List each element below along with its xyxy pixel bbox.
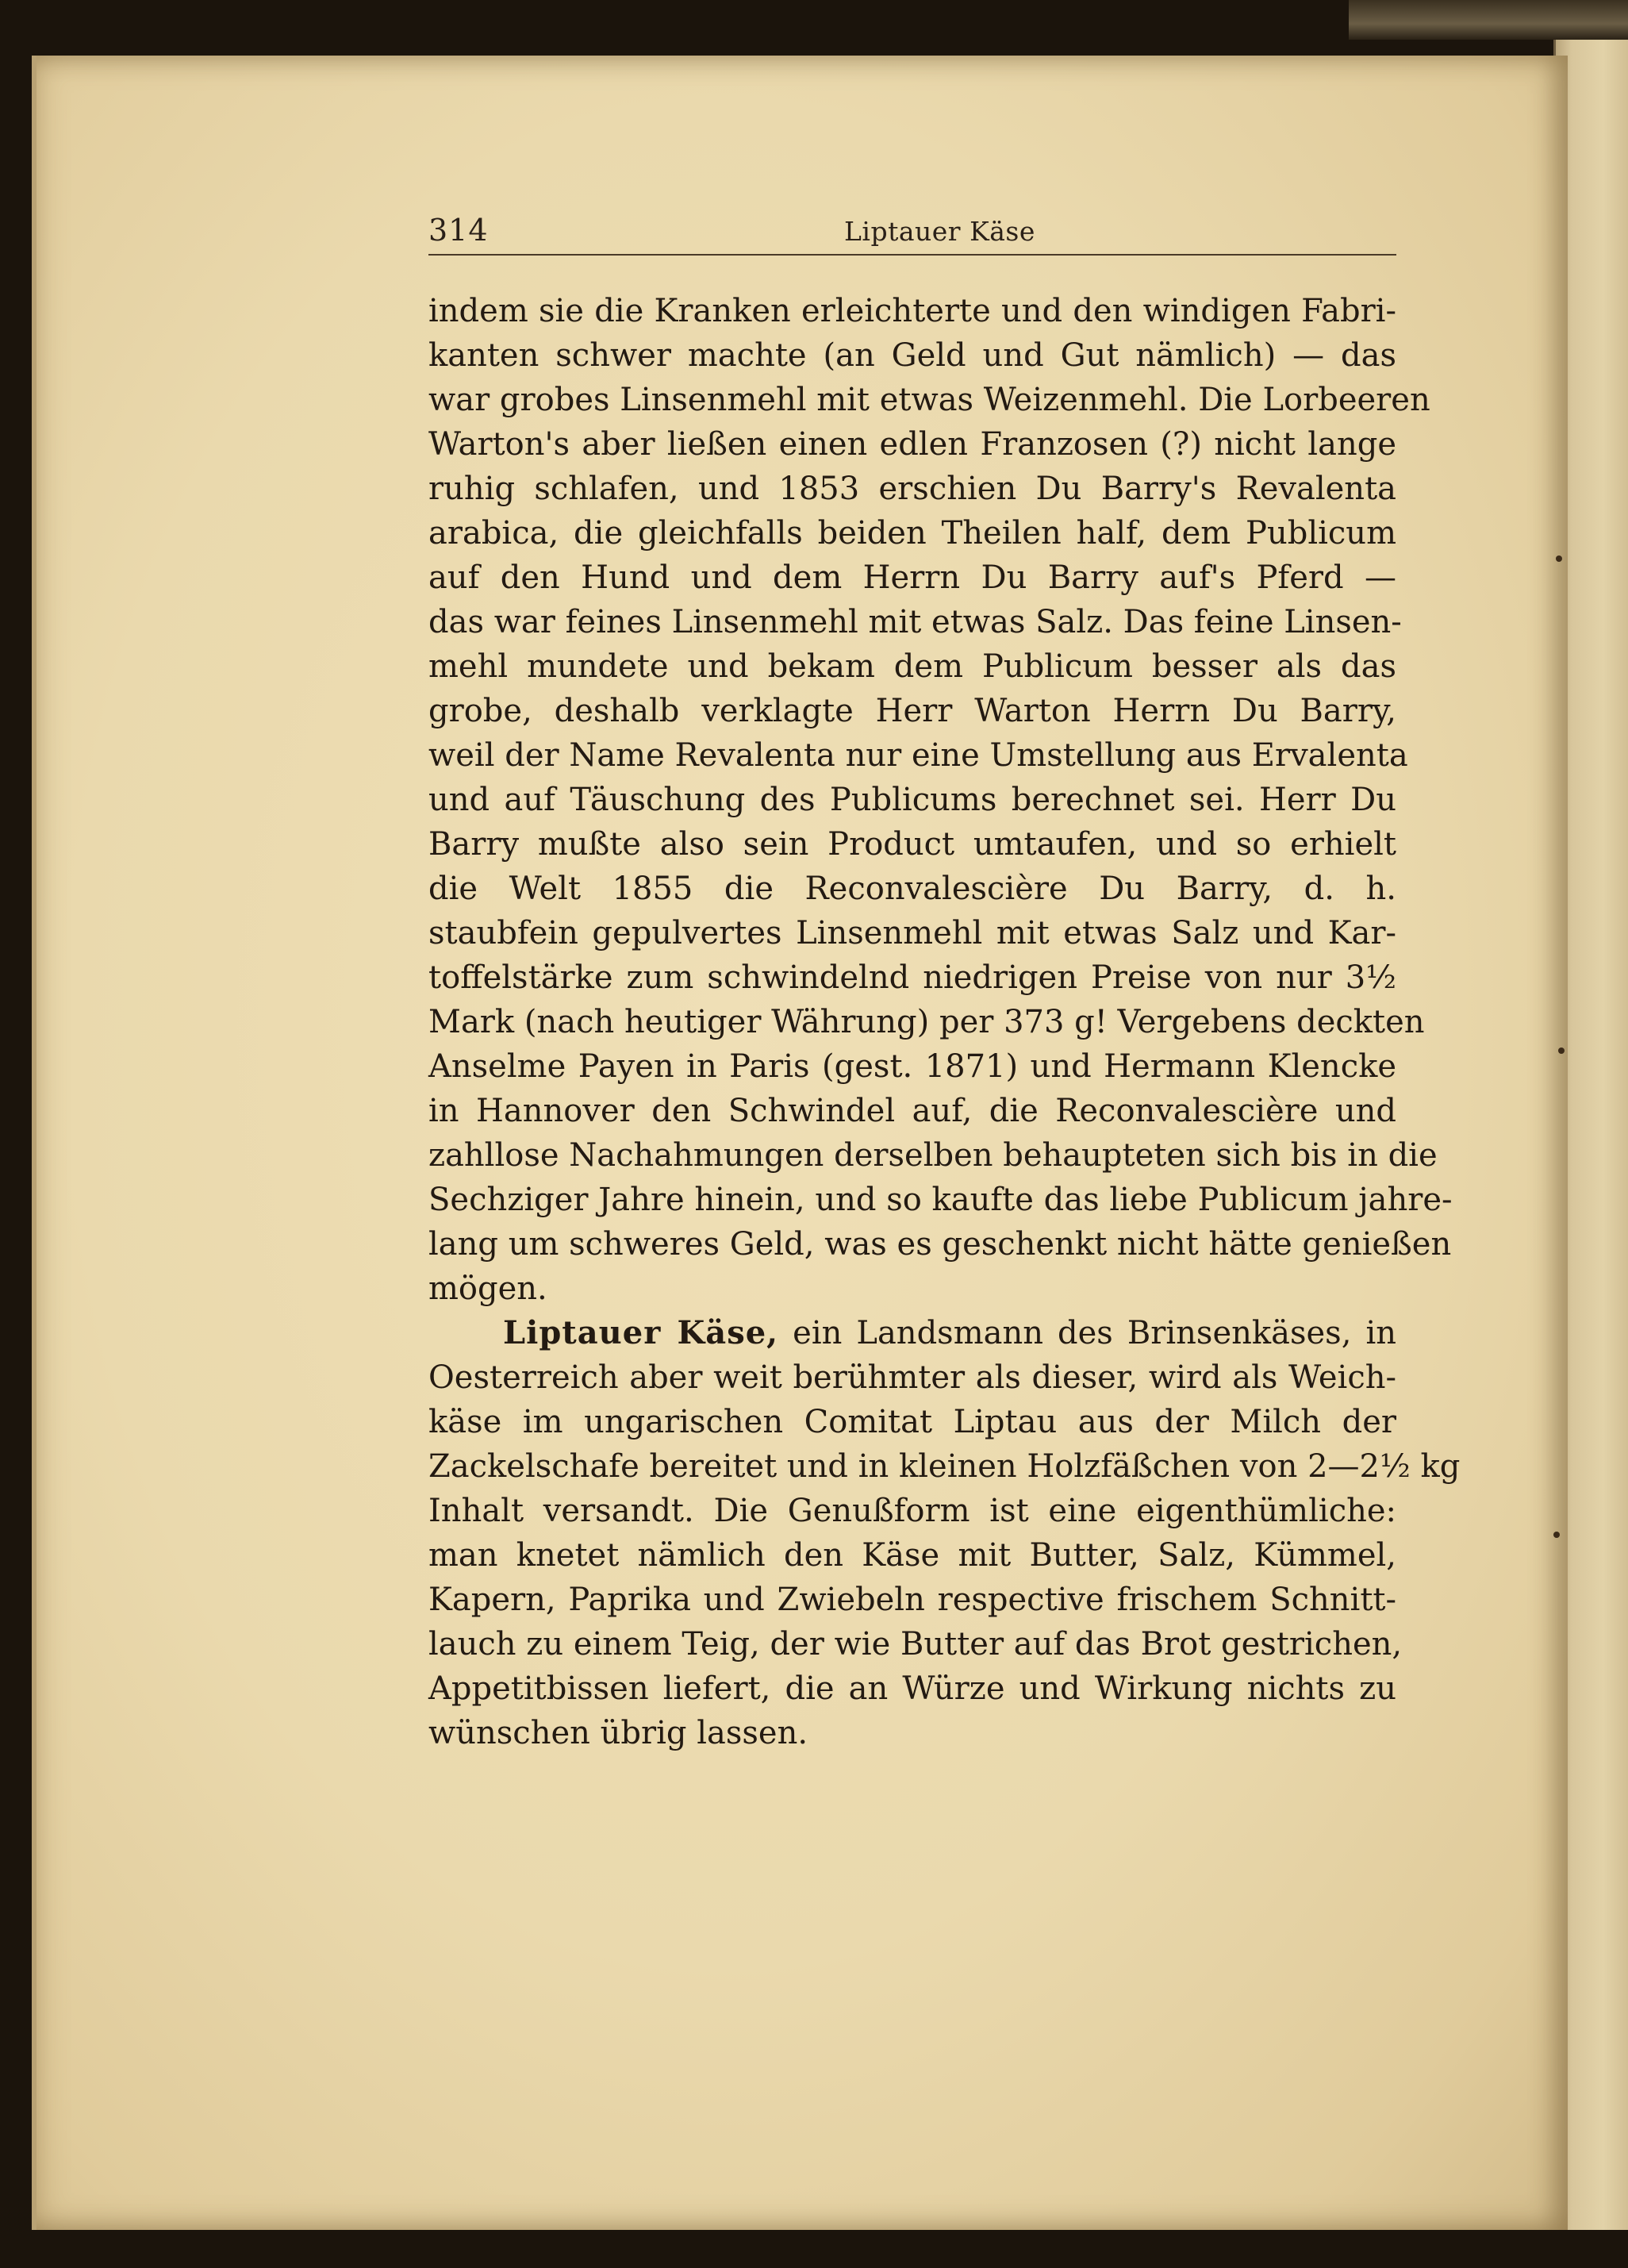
paragraph-revalenta	[428, 289, 1453, 1311]
text-line: Oesterreich aber weit berühmter als dieser, wird als Weich-	[428, 1359, 1396, 1396]
text-line: käse im ungarischen Comitat Liptau aus der Milch der	[428, 1404, 1396, 1440]
text-line: zahllose Nachahmungen derselben behaupteten sich bis in die	[428, 1137, 1438, 1174]
text-line: Warton's aber ließen einen edlen Franzosen (?) nicht lange	[428, 426, 1396, 463]
text-line: Anselme Payen in Paris (gest. 1871) und Hermann Klencke	[428, 1048, 1396, 1085]
text-line: toffelstärke zum schwindelnd niedrigen Preise von nur 3½	[428, 959, 1396, 996]
text-line: arabica, die gleichfalls beiden Theilen half, dem Publicum	[428, 515, 1396, 552]
text-line: Kapern, Paprika und Zwiebeln respective frischem Schnitt-	[428, 1582, 1396, 1618]
text-line: ruhig schlafen, und 1853 erschien Du Barry's Revalenta	[428, 471, 1396, 507]
book-edge-strip	[1349, 0, 1628, 40]
entry-liptauer-kaese	[428, 1311, 1461, 1755]
text-line: Inhalt versandt. Die Genußform ist eine eigenthümliche:	[428, 1493, 1396, 1529]
text-line: mögen.	[428, 1270, 547, 1307]
text-line: staubfein gepulvertes Linsenmehl mit etwas Salz und Kar-	[428, 915, 1396, 951]
text-line: mehl mundete und bekam dem Publicum besser als das	[428, 648, 1396, 685]
text-line: war grobes Linsenmehl mit etwas Weizenmehl. Die Lorbeeren	[428, 382, 1430, 418]
entry-headword: Liptauer Käse,	[503, 1314, 779, 1351]
text-line: indem sie die Kranken erleichterte und den windigen Fabri-	[428, 293, 1396, 329]
text-line: lauch zu einem Teig, der wie Butter auf das Brot gestrichen,	[428, 1626, 1403, 1663]
body-text	[428, 289, 1461, 1755]
margin-speck	[1558, 1048, 1565, 1054]
margin-speck	[1556, 555, 1562, 562]
running-title: Liptauer Käse	[844, 216, 1035, 247]
text-line: die Welt 1855 die Reconvalescière Du Barry, d. h.	[428, 871, 1396, 907]
text-line: Mark (nach heutiger Währung) per 373 g! Vergebens deckten	[428, 1004, 1425, 1040]
text-line: und auf Täuschung des Publicums berechnet sei. Herr Du	[428, 782, 1396, 818]
margin-speck	[1553, 1532, 1560, 1538]
text-line: das war feines Linsenmehl mit etwas Salz. Das feine Linsen-	[428, 604, 1402, 640]
text-line: lang um schweres Geld, was es geschenkt nicht hätte genießen	[428, 1226, 1452, 1263]
text-line: Barry mußte also sein Product umtaufen, und so erhielt	[428, 826, 1396, 863]
text-line: kanten schwer machte (an Geld und Gut nämlich) — das	[428, 337, 1396, 374]
text-line: grobe, deshalb verklagte Herr Warton Herrn Du Barry,	[428, 693, 1396, 729]
text-line: man knetet nämlich den Käse mit Butter, Salz, Kümmel,	[428, 1537, 1396, 1574]
text-line: Appetitbissen liefert, die an Würze und Wirkung nichts zu	[428, 1670, 1396, 1707]
running-header	[428, 208, 1396, 256]
entry-first-line	[428, 1311, 1396, 1355]
text-line: Zackelschafe bereitet und in kleinen Holzfäßchen von 2—2½ kg	[428, 1448, 1461, 1485]
text-line: Sechziger Jahre hinein, und so kaufte das liebe Publicum jahre-	[428, 1182, 1453, 1218]
page-number: 314	[428, 213, 489, 248]
text-line: in Hannover den Schwindel auf, die Reconvalescière und	[428, 1093, 1396, 1129]
text-line: auf den Hund und dem Herrn Du Barry auf's Pferd —	[428, 559, 1396, 596]
entry-first-line-text: ein Landsmann des Brinsenkäses, in	[793, 1315, 1396, 1351]
text-line: wünschen übrig lassen.	[428, 1715, 808, 1751]
text-line: weil der Name Revalenta nur eine Umstellung aus Ervalenta	[428, 737, 1408, 774]
